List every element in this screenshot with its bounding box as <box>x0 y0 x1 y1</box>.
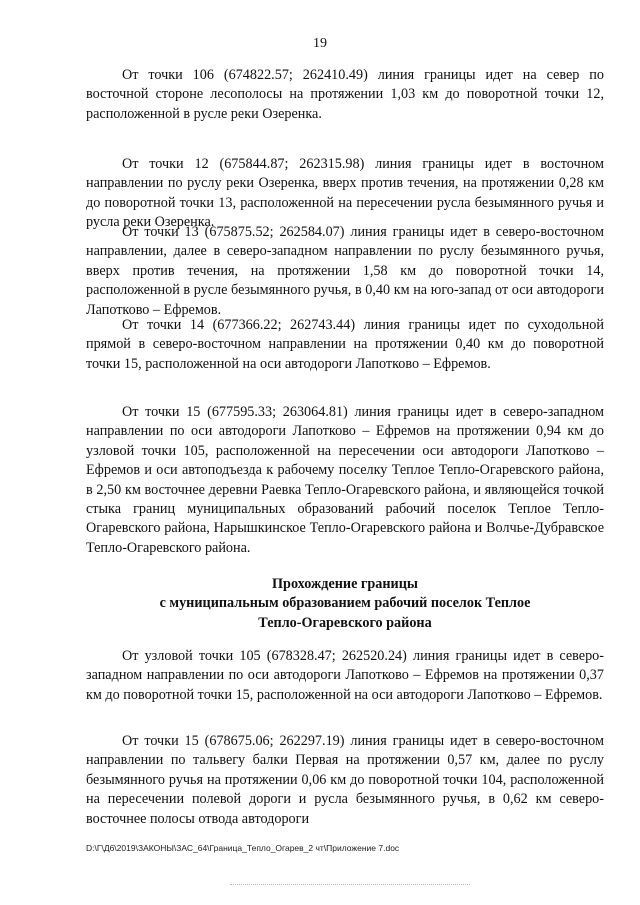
heading-line-2: с муниципальным образованием рабочий поселок Теплое <box>159 595 531 612</box>
paragraph-point-106: От точки 106 (674822.57; 262410.49) линия границы идет на север по восточной стороне лесополосы на протяжении 1,03 км до поворотной точки 12, расположенной в русле реки Озеренка. <box>86 67 604 122</box>
page-number: 19 <box>313 36 327 51</box>
section-heading <box>86 575 604 633</box>
scan-artifact-line <box>230 884 470 887</box>
paragraph-node-105: От узловой точки 105 (678328.47; 262520.24) линия границы идет в северо-западном направлении по оси автодороги Лапотково – Ефремов на протяжении 0,37 км до поворотной точки 15, расположенной на оси автодороги Лапотково – Ефремов. <box>86 648 604 703</box>
paragraph-point-15: От точки 15 (677595.33; 263064.81) линия границы идет в северо-западном направлении по оси автодороги Лапотково – Ефремов на протяжении 0,94 км до узловой точки 105, расположенной на пересечении оси автодороги Лапотково – Ефремов и оси автоподъезда к рабочему поселку Теплое Тепло-Огаревского района, в 2,50 км восточнее деревни Раевка Тепло-Огаревского района, и являющейся точкой стыка границ муниципальных образований рабочий поселок Теплое Тепло-Огаревского района, Нарышкинское Тепло-Огаревского района и Волчье-Дубравское Тепло-Огаревского района. <box>86 404 604 556</box>
heading-line-3: Тепло-Огаревского района <box>258 614 432 631</box>
paragraph-point-12: От точки 12 (675844.87; 262315.98) линия границы идет в восточном направлении по руслу реки Озеренка, вверх против течения, на протяжении 0,28 км до поворотной точки 13, расположенной на пересечении русла безымянного ручья и русла реки Озеренка. <box>86 156 604 231</box>
footer-file-path: D:\Г\Д6\2019\ЗАКОНЫ\ЗАС_64\Граница_Тепло_Огарев_2 чт\Приложение 7.doc <box>86 843 400 853</box>
paragraph-point-13: От точки 13 (675875.52; 262584.07) линия границы идет в северо-восточном направлении, далее в северо-западном направлении по руслу безымянного ручья, вверх против течения, на протяжении 1,58 км до поворотной точки 14, расположенной в русле безымянного ручья, в 0,40 км на юго-запад от оси автодороги Лапотково – Ефремов. <box>86 224 604 318</box>
heading-line-1: Прохождение границы <box>272 576 418 592</box>
paragraph-point-15-second: От точки 15 (678675.06; 262297.19) линия границы идет в северо-восточном направлении по тальвегу балки Первая на протяжении 0,57 км, далее по руслу безымянного ручья на протяжении 0,06 км до поворотной точки 104, расположенной на пересечении полевой дороги и русла безымянного ручья, в 0,62 км северо-восточнее полосы отвода автодороги <box>86 733 604 827</box>
paragraph-point-14: От точки 14 (677366.22; 262743.44) линия границы идет по суходольной прямой в северо-восточном направлении на протяжении 0,40 км до поворотной точки 15, расположенной на оси автодороги Лапотково – Ефремов. <box>86 317 604 372</box>
